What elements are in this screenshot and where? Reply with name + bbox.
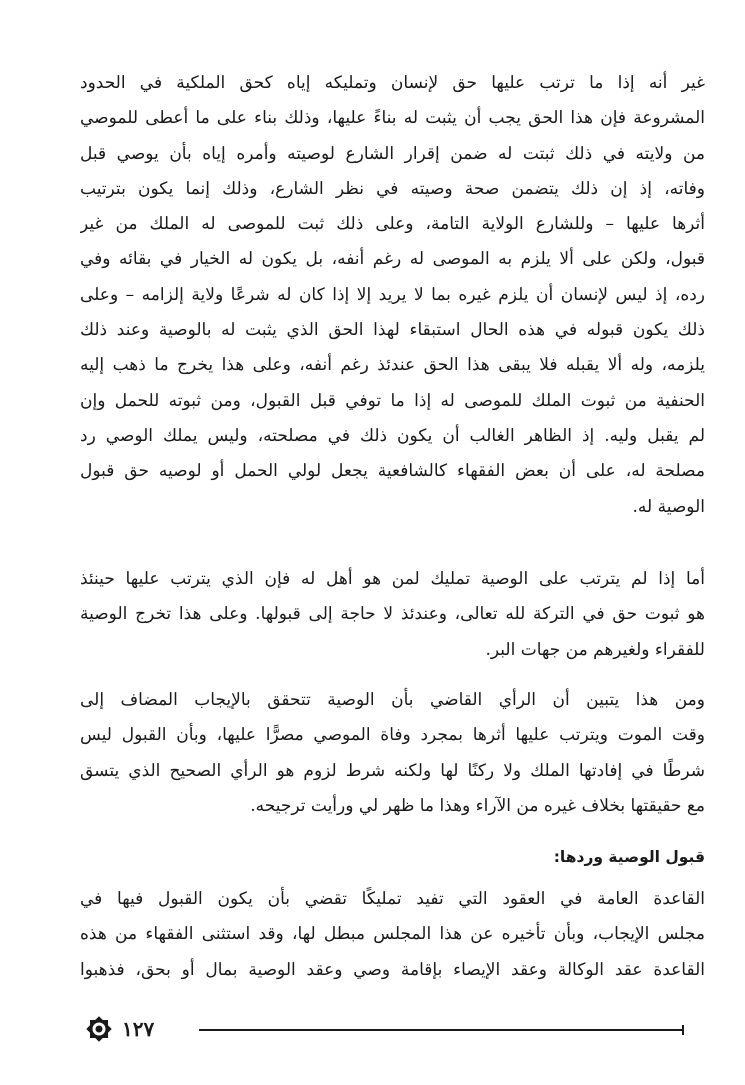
text-line: لم يقبل وليه. إذ الظاهر الغالب أن يكون ذلك في مصلحته، وليس يملك الوصي رد [80,425,705,446]
text-line: الوصية له. [632,496,705,517]
page-footer [84,1012,683,1052]
text-line: أثرها عليها – وللشارع الولاية التامة، وعلى ذلك ثبت للموصى له الملك من غير [80,214,705,235]
text-line: مصلحة له، على أن بعض الفقهاء كالشافعية يجعل لولي الحمل أو لوصيه حق قبول [80,461,705,482]
text-line: أما إذا لم يترتب على الوصية تمليك لمن هو أهل له فإن الذي يترتب عليها حينئذ [80,569,705,589]
text-line: وقت الموت ويترتب عليها أثرها بمجرد وفاة الموصي مصرًّا عليها، وبأن القبول ليس [80,725,705,746]
footer-rule [199,1029,683,1031]
text-line: قبول، ولكن على ألا يلزم به الموصى له رغم أنفه، بل يكون له الخيار في بقائه وفي [80,249,705,270]
paragraph-4 [80,882,705,988]
text-line: رده، إذ ليس لإنسان أن يلزم غيره بما لا يريد إلا إذا كان له شرعًا ولاية إلزامه – وعلى [80,284,705,305]
text-line: مجلس الإيجاب، وبأن تأخيره عن هذا المجلس مبطل لها، وقد استثنى الفقهاء من هذه [80,924,705,945]
text-line: مع حقيقتها بخلاف غيره من الآراء وهذا ما ظهر لي ورأيت ترجيحه. [250,795,705,816]
text-line: شرطًا في إفادتها الملك ولا ركنًا لها ولكنه شرط لزوم هو الرأي الصحيح الذي يتسق [80,760,705,781]
paragraph-1 [80,66,705,525]
page-number: ١٢٧ [122,1017,155,1041]
text-line: ذلك يكون قبوله في هذه الحال استبقاء لهذا الحق الذي يثبت له بالوصية وعند ذلك [80,320,705,341]
text-line: وفاته، إذ إن ذلك يتضمن صحة وصيته في نظر الشارع، وذلك إنما يكون بترتيب [80,178,705,199]
paragraph-3 [80,683,705,824]
text-line: المشروعة فإن هذا الحق يجب أن يثبت له بناءً عليها، وذلك بناء على ما أعطى للموصي [80,108,705,129]
paragraph-2 [80,562,705,668]
text-line: ومن هذا يتبين أن الرأي القاضي بأن الوصية تتحقق بالإيجاب المضاف إلى [80,690,705,710]
section-heading: قبول الوصية وردها: [553,848,705,866]
text-line: الحنفية من ثبوت الملك للموصى له إذا ما توفي قبل القبول، ومن ثبوته للحمل وإن [80,390,705,411]
text-line: للفقراء ولغيرهم من جهات البر. [485,639,705,660]
text-line: القاعدة عقد الوكالة وعقد الإيصاء بإقامة وصي وعقد الوصية بمال أو بحق، فذهبوا [80,959,705,980]
text-line: يلزمه، وله ألا يقبله فلا يبقى هذا الحق عندئذ رغم أنفه، وعلى هذا يخرج ما ذهب إليه [80,355,705,376]
eight-point-star-ornament-icon [84,1014,114,1044]
text-line: غير أنه إذا ما ترتب عليها حق لإنسان وتمليكه إياه كحق الملكية في الحدود [80,73,705,93]
text-line: هو ثبوت حق في التركة لله تعالى، وعندئذ لا حاجة إلى قبولها. وعلى هذا تخرج الوصية [80,604,705,625]
text-line: من ولايته في ذلك ثبتت له ضمن إقرار الشارع لوصيته وأمره إياه بأن يوصي قبل [80,143,705,164]
text-line: القاعدة العامة في العقود التي تفيد تمليكًا تقضي بأن يكون القبول فيها في [80,889,705,909]
